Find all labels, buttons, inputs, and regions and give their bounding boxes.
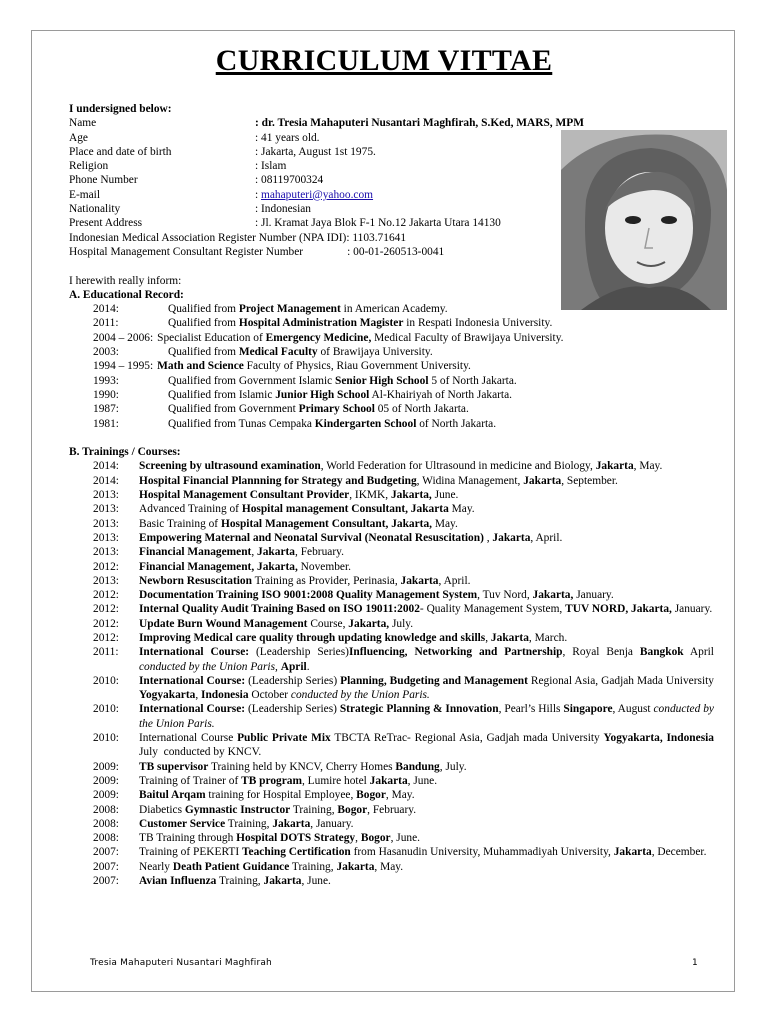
training-highlight: Bogor — [360, 832, 391, 845]
training-year: 2012: — [93, 560, 119, 573]
education-highlight: Primary School — [298, 403, 375, 416]
training-highlight: Jakarta — [595, 460, 634, 473]
education-text: Faculty of Physics, Riau Government University. — [243, 360, 471, 373]
training-text: . — [306, 660, 310, 673]
field-label: Place and date of birth — [69, 145, 172, 158]
training-text: Advanced Training of — [139, 503, 242, 516]
training-note: conducted by the Union Paris. — [139, 703, 717, 730]
training-highlight: Documentation Training ISO 9001:2008 Quality Management System — [139, 589, 478, 602]
training-item — [69, 803, 715, 817]
training-highlight: Jakarta — [263, 875, 302, 888]
training-description — [139, 574, 714, 588]
education-year: 1990: — [93, 388, 119, 401]
training-highlight: Hospital Financial Plannning for Strategy and Budgeting — [139, 474, 417, 487]
training-highlight: Baitul Arqam — [139, 789, 206, 802]
training-text: , August — [612, 703, 654, 716]
training-item — [69, 474, 715, 488]
training-text: , February. — [295, 546, 344, 559]
training-item — [69, 831, 715, 845]
training-text: , January. — [310, 817, 354, 830]
education-year: 2003: — [93, 346, 119, 359]
training-highlight: Death Patient Guidance — [172, 860, 290, 873]
training-description — [139, 645, 717, 674]
training-text: , — [355, 832, 361, 845]
field-value: : 41 years old. — [255, 131, 320, 144]
training-item — [69, 845, 715, 859]
training-text: July. — [389, 617, 414, 630]
training-text: , March. — [528, 631, 568, 644]
training-description — [139, 474, 714, 488]
training-year: 2012: — [93, 603, 119, 616]
training-text: Basic Training of — [139, 517, 221, 530]
training-highlight: Jakarta, — [390, 489, 432, 502]
training-highlight: International Course: — [139, 646, 250, 659]
education-item — [69, 417, 715, 431]
education-year: 2004 – 2006: — [93, 331, 154, 344]
field-label: Name — [69, 117, 97, 130]
training-text: , December. — [651, 846, 707, 859]
education-item — [69, 359, 715, 373]
field-label: Religion — [69, 160, 109, 173]
personal-row — [69, 216, 715, 230]
training-text: , IKMK, — [349, 489, 391, 502]
training-text: Diabetics — [139, 803, 185, 816]
personal-row — [69, 159, 715, 173]
training-item — [69, 874, 715, 888]
training-description — [139, 545, 714, 559]
training-description — [139, 517, 714, 531]
training-highlight: Public Private Mix — [237, 732, 331, 745]
training-item — [69, 860, 715, 874]
trainings-heading: B. Trainings / Courses: — [69, 446, 181, 459]
training-item — [69, 788, 715, 802]
training-description — [139, 631, 714, 645]
training-year: 2012: — [93, 631, 119, 644]
training-text: from Hasanudin University, Muhammadiyah University, — [350, 846, 614, 859]
training-text: , July. — [439, 760, 467, 773]
training-highlight: Influencing, Networking and Partnership — [348, 646, 563, 659]
training-text: TB Training through — [139, 832, 237, 845]
training-description — [139, 817, 714, 831]
training-year: 2014: — [93, 474, 119, 487]
training-year: 2009: — [93, 789, 119, 802]
education-highlight: Emergency Medicine, — [265, 331, 372, 344]
education-highlight: Senior High School — [335, 374, 429, 387]
education-text: Qualified from — [168, 317, 239, 330]
education-year: 2014: — [93, 303, 119, 316]
field-value: : Islam — [255, 160, 287, 173]
training-highlight: Jakarta — [613, 846, 652, 859]
training-text: , — [195, 689, 202, 702]
training-text: Nearly — [139, 860, 173, 873]
training-text: October — [248, 689, 291, 702]
training-text: Regional Asia, Gadjah Mada University — [527, 674, 717, 687]
training-highlight: Gymnastic Instructor — [184, 803, 291, 816]
education-item — [69, 316, 715, 330]
field-value: : dr. Tresia Mahaputeri Nusantari Maghfirah, S.Ked, MARS, MPM — [255, 117, 584, 130]
field-value: : Jakarta, August 1st 1975. — [255, 145, 376, 158]
education-text: in Respati Indonesia University. — [403, 317, 553, 330]
training-highlight: Singapore — [563, 703, 613, 716]
training-highlight: Customer Service — [139, 817, 226, 830]
training-description — [139, 502, 714, 516]
training-year: 2013: — [93, 531, 119, 544]
training-highlight: Strategic Planning & Innovation — [339, 703, 499, 716]
education-item — [69, 374, 715, 388]
training-item — [69, 617, 715, 631]
training-highlight: International Course: — [139, 703, 246, 716]
training-description — [139, 488, 714, 502]
training-highlight: Indonesia — [201, 689, 249, 702]
training-year: 2010: — [93, 732, 119, 745]
training-text: , — [251, 546, 258, 559]
training-highlight: Hospital Management Consultant Provider — [139, 489, 350, 502]
training-text: July conducted by KNCV. — [139, 732, 717, 759]
training-text: June. — [431, 489, 459, 502]
education-highlight: Junior High School — [275, 388, 370, 401]
training-highlight: April — [280, 660, 307, 673]
training-text: November. — [297, 560, 351, 573]
training-text: Training held by KNCV, Cherry Homes — [208, 760, 396, 773]
training-highlight: Jakarta, — [348, 617, 390, 630]
training-text: , — [485, 631, 491, 644]
training-highlight: Bogor — [356, 789, 386, 802]
training-highlight: Jakarta — [523, 474, 562, 487]
training-item — [69, 488, 715, 502]
training-year: 2010: — [93, 703, 119, 716]
training-item — [69, 531, 715, 545]
training-text: (Leadership Series) — [249, 646, 349, 659]
training-year: 2013: — [93, 503, 119, 516]
education-item — [69, 331, 715, 345]
training-description — [139, 874, 714, 888]
education-text: of North Jakarta. — [416, 417, 497, 430]
education-heading: A. Educational Record: — [69, 288, 184, 301]
training-year: 2013: — [93, 517, 119, 530]
training-text: , Widina Management, — [416, 474, 524, 487]
education-text: Specialist Education of — [157, 331, 266, 344]
training-highlight: Planning, Budgeting and Management — [340, 674, 528, 687]
training-highlight: Yogyakarta, Indonesia — [603, 732, 714, 745]
personal-row — [69, 173, 715, 187]
training-year: 2008: — [93, 803, 119, 816]
education-text: Al-Khairiyah of North Jakarta. — [369, 388, 512, 401]
training-highlight: Bangkok — [639, 646, 684, 659]
training-item — [69, 502, 715, 516]
field-label: Phone Number — [69, 174, 138, 187]
education-year: 2011: — [93, 317, 119, 330]
education-item — [69, 345, 715, 359]
training-year: 2009: — [93, 774, 119, 787]
education-text: in American Academy. — [340, 303, 448, 316]
training-text: Training of PEKERTI — [139, 846, 242, 859]
training-text: training for Hospital Employee, — [205, 789, 357, 802]
education-text: Qualified from Tunas Cempaka — [168, 417, 315, 430]
training-description — [139, 531, 714, 545]
training-highlight: Yogyakarta — [139, 689, 196, 702]
trainings-list — [69, 459, 715, 888]
training-year: 2008: — [93, 832, 119, 845]
education-highlight: Kindergarten School — [314, 417, 417, 430]
training-text: Training, — [225, 817, 273, 830]
training-text: , April. — [438, 574, 471, 587]
training-highlight: Update Burn Wound Management — [139, 617, 308, 630]
training-text: , June. — [301, 875, 331, 888]
training-year: 2007: — [93, 860, 119, 873]
training-year: 2013: — [93, 489, 119, 502]
intro-text: I undersigned below: — [69, 103, 172, 115]
training-highlight: Jakarta — [492, 531, 531, 544]
training-text: Training as Provider, Perinasia, — [251, 574, 401, 587]
training-highlight: Jakarta — [369, 774, 408, 787]
training-text: May. — [448, 503, 475, 516]
training-item — [69, 731, 715, 760]
field-label: Nationality — [69, 203, 121, 216]
training-description — [139, 731, 717, 760]
field-label: Hospital Management Consultant Register Number — [69, 245, 304, 258]
training-year: 2012: — [93, 589, 119, 602]
education-text: Qualified from Government — [168, 403, 299, 416]
personal-row — [69, 145, 715, 159]
training-text: , Pearl’s Hills — [498, 703, 564, 716]
field-value: : 00-01-260513-0041 — [347, 245, 445, 258]
training-year: 2014: — [93, 460, 119, 473]
education-text: Qualified from — [168, 346, 239, 359]
training-year: 2007: — [93, 846, 119, 859]
training-item — [69, 574, 715, 588]
training-description — [139, 845, 714, 859]
training-description — [139, 774, 714, 788]
training-highlight: Bandung — [395, 760, 440, 773]
personal-row — [69, 188, 715, 202]
training-text: , May. — [374, 860, 404, 873]
training-text: , April. — [530, 531, 563, 544]
education-text: Qualified from Islamic — [168, 388, 276, 401]
training-highlight: TB supervisor — [139, 760, 209, 773]
training-item — [69, 774, 715, 788]
document-title: CURRICULUM VITTAE — [215, 44, 553, 77]
training-text: , May. — [633, 460, 663, 473]
email-link[interactable]: mahaputeri@yahoo.com — [261, 188, 374, 201]
training-highlight: TB program — [241, 774, 302, 787]
training-text: - Quality Management System, — [419, 603, 566, 616]
training-item — [69, 545, 715, 559]
training-text: , May. — [385, 789, 415, 802]
training-highlight: Screening by ultrasound examination — [139, 460, 321, 473]
training-item — [69, 459, 715, 473]
training-description — [139, 860, 714, 874]
training-item — [69, 517, 715, 531]
training-note: conducted by the Union Paris. — [290, 689, 430, 702]
education-year: 1993: — [93, 374, 119, 387]
training-text: January. — [671, 603, 713, 616]
training-year: 2011: — [93, 646, 119, 659]
training-year: 2009: — [93, 760, 119, 773]
training-highlight: Hospital management Consultant, Jakarta — [241, 503, 449, 516]
personal-row — [69, 131, 715, 145]
education-item — [69, 388, 715, 402]
education-year: 1981: — [93, 417, 119, 430]
training-note: conducted by the Union Paris, — [139, 660, 278, 673]
personal-row — [69, 116, 715, 130]
education-year: 1987: — [93, 403, 119, 416]
training-text: , Tuv Nord, — [477, 589, 533, 602]
footer-name: Tresia Mahaputeri Nusantari Maghfirah — [90, 958, 272, 968]
training-text: (Leadership Series) — [245, 674, 341, 687]
training-text: Training, — [289, 860, 337, 873]
training-text: (Leadership Series) — [245, 703, 340, 716]
training-highlight: Hospital Management Consultant, Jakarta, — [220, 517, 433, 530]
education-text: Qualified from Government Islamic — [168, 374, 336, 387]
training-highlight: Internal Quality Audit Training Based on ISO 19011:2002 — [139, 603, 420, 616]
training-highlight: Avian Influenza — [139, 875, 217, 888]
training-highlight: Bogor — [337, 803, 368, 816]
education-item — [69, 402, 715, 416]
training-text: Training of Trainer of — [139, 774, 242, 787]
training-text: May. — [432, 517, 458, 530]
page-number: 1 — [692, 958, 698, 968]
training-highlight: Financial Management, Jakarta, — [139, 560, 298, 573]
training-description — [139, 602, 714, 616]
education-text: 5 of North Jakarta. — [428, 374, 517, 387]
training-text: Training, — [216, 875, 264, 888]
field-label: Present Address — [69, 217, 143, 230]
education-item — [69, 302, 715, 316]
training-highlight: Teaching Certification — [242, 846, 351, 859]
training-text: January. — [573, 589, 614, 602]
training-year: 2010: — [93, 674, 119, 687]
training-highlight: Financial Management — [139, 546, 252, 559]
education-highlight: Hospital Administration Magister — [238, 317, 404, 330]
education-text: Medical Faculty of Brawijaya University. — [371, 331, 564, 344]
training-description — [139, 560, 714, 574]
training-highlight: International Course: — [139, 674, 246, 687]
training-item — [69, 760, 715, 774]
training-text: , Lumire hotel — [301, 774, 370, 787]
training-description — [139, 674, 717, 703]
training-item — [69, 631, 715, 645]
inform-text: I herewith really inform: — [69, 274, 182, 287]
education-text: of Brawijaya University. — [317, 346, 433, 359]
training-highlight: Jakarta — [336, 860, 375, 873]
training-text: Training, — [290, 803, 338, 816]
training-text: , Royal Benja — [562, 646, 640, 659]
training-description — [139, 803, 714, 817]
education-text: 05 of North Jakarta. — [374, 403, 469, 416]
training-highlight: Jakarta — [490, 631, 529, 644]
field-value: : Jl. Kramat Jaya Blok F-1 No.12 Jakarta Utara 14130 — [255, 217, 501, 230]
training-description — [139, 831, 714, 845]
training-highlight: Hospital DOTS Strategy — [236, 832, 356, 845]
training-text: , June. — [407, 774, 438, 787]
training-highlight: Jakarta — [272, 817, 311, 830]
training-year: 2008: — [93, 817, 119, 830]
training-text: , February. — [367, 803, 417, 816]
training-description — [139, 617, 714, 631]
npa-row: Indonesian Medical Association Register Number (NPA IDI): 1103.71641 — [69, 231, 407, 244]
training-description — [139, 588, 714, 602]
cv-content — [69, 102, 715, 888]
education-highlight: Project Management — [238, 303, 341, 316]
training-highlight: TUV NORD, Jakarta, — [565, 603, 672, 616]
education-highlight: Math and Science — [157, 360, 244, 373]
training-item — [69, 674, 715, 703]
training-item — [69, 560, 715, 574]
education-list — [69, 302, 715, 431]
field-label: E-mail — [69, 188, 100, 201]
training-highlight: Empowering Maternal and Neonatal Survival (Neonatal Resuscitation) — [139, 531, 484, 544]
field-value: : 08119700324 — [255, 174, 324, 187]
training-item — [69, 702, 715, 731]
training-text: TBCTA ReTrac- Regional Asia, Gadjah mada University — [330, 732, 604, 745]
training-highlight: Jakarta, — [532, 589, 574, 602]
field-value: : Indonesian — [255, 203, 311, 216]
training-text: , June. — [390, 832, 421, 845]
training-description — [139, 788, 714, 802]
training-highlight: Improving Medical care quality through updating knowledge and skills — [139, 631, 486, 644]
hospital-reg-row — [69, 245, 715, 259]
training-year: 2013: — [93, 574, 119, 587]
email-prefix: : — [255, 188, 262, 201]
training-text: , September. — [561, 474, 618, 487]
education-text: Qualified from — [168, 303, 239, 316]
training-text: , — [483, 531, 493, 544]
personal-row — [69, 202, 715, 216]
training-description — [139, 702, 717, 731]
training-text: International Course — [139, 732, 238, 745]
training-highlight: Jakarta — [400, 574, 439, 587]
training-item — [69, 602, 715, 616]
training-description — [139, 459, 714, 473]
training-year: 2013: — [93, 546, 119, 559]
training-highlight: Jakarta — [257, 546, 295, 559]
education-highlight: Medical Faculty — [238, 346, 318, 359]
training-text: , World Federation for Ultrasound in medicine and Biology, — [320, 460, 596, 473]
training-item — [69, 645, 715, 674]
training-year: 2012: — [93, 617, 119, 630]
education-year: 1994 – 1995: — [93, 360, 154, 373]
training-text: Course, — [307, 617, 349, 630]
training-item — [69, 588, 715, 602]
training-highlight: Newborn Resuscitation — [139, 574, 252, 587]
training-description — [139, 760, 714, 774]
field-label: Age — [69, 131, 88, 144]
training-year: 2007: — [93, 875, 119, 888]
training-text: April — [683, 646, 717, 659]
training-item — [69, 817, 715, 831]
